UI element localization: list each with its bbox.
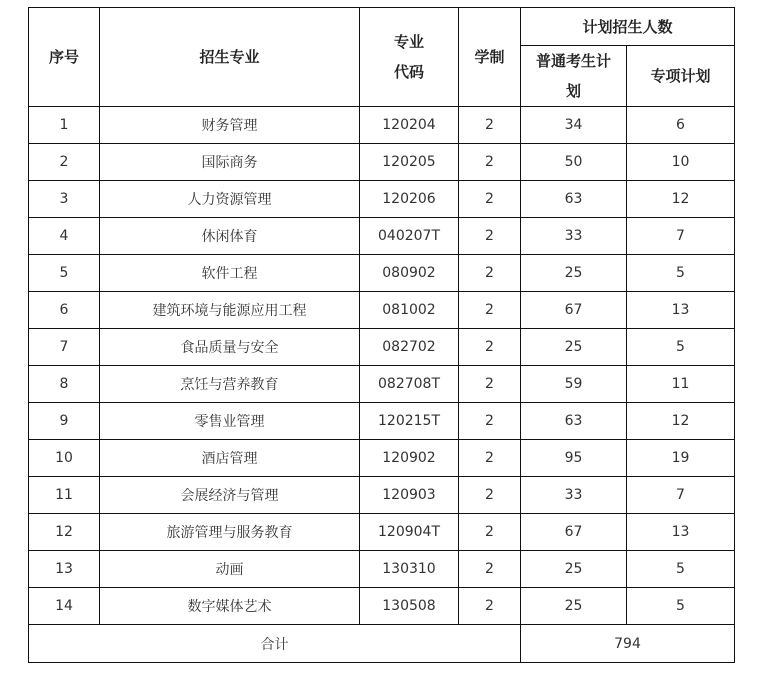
cell-special: 5	[627, 551, 735, 588]
table-row	[29, 292, 735, 329]
header-special: 专项计划	[627, 46, 735, 107]
cell-special: 13	[627, 292, 735, 329]
cell-regular: 25	[521, 255, 627, 292]
cell-seq: 6	[29, 292, 100, 329]
cell-regular: 33	[521, 218, 627, 255]
header-row-top	[29, 8, 735, 46]
cell-major: 食品质量与安全	[100, 329, 360, 366]
header-code-line1: 专业	[393, 33, 424, 51]
cell-regular: 63	[521, 403, 627, 440]
table-row	[29, 588, 735, 625]
cell-duration: 2	[459, 329, 521, 366]
cell-seq: 10	[29, 440, 100, 477]
table-row	[29, 107, 735, 144]
cell-special: 5	[627, 329, 735, 366]
cell-special: 7	[627, 218, 735, 255]
cell-regular: 25	[521, 588, 627, 625]
cell-duration: 2	[459, 107, 521, 144]
enrollment-plan-table	[28, 7, 735, 663]
total-value: 794	[521, 625, 735, 663]
cell-seq: 14	[29, 588, 100, 625]
cell-seq: 8	[29, 366, 100, 403]
table-row	[29, 218, 735, 255]
table-row	[29, 366, 735, 403]
header-code	[360, 8, 459, 107]
cell-regular: 95	[521, 440, 627, 477]
cell-seq: 12	[29, 514, 100, 551]
cell-code: 082702	[360, 329, 459, 366]
cell-major: 建筑环境与能源应用工程	[100, 292, 360, 329]
cell-seq: 1	[29, 107, 100, 144]
cell-seq: 2	[29, 144, 100, 181]
table-row	[29, 329, 735, 366]
table-row	[29, 144, 735, 181]
cell-code: 120902	[360, 440, 459, 477]
cell-seq: 3	[29, 181, 100, 218]
cell-code: 120206	[360, 181, 459, 218]
cell-duration: 2	[459, 551, 521, 588]
cell-major: 数字媒体艺术	[100, 588, 360, 625]
cell-duration: 2	[459, 588, 521, 625]
cell-code: 081002	[360, 292, 459, 329]
header-regular	[521, 46, 627, 107]
cell-duration: 2	[459, 514, 521, 551]
cell-regular: 34	[521, 107, 627, 144]
cell-major: 会展经济与管理	[100, 477, 360, 514]
table-row	[29, 514, 735, 551]
cell-special: 13	[627, 514, 735, 551]
cell-major: 旅游管理与服务教育	[100, 514, 360, 551]
cell-regular: 59	[521, 366, 627, 403]
cell-code: 120903	[360, 477, 459, 514]
cell-major: 休闲体育	[100, 218, 360, 255]
cell-duration: 2	[459, 477, 521, 514]
cell-special: 12	[627, 403, 735, 440]
cell-special: 5	[627, 588, 735, 625]
header-regular-line1: 普通考生计	[535, 52, 611, 70]
cell-regular: 63	[521, 181, 627, 218]
cell-regular: 67	[521, 292, 627, 329]
cell-special: 10	[627, 144, 735, 181]
cell-duration: 2	[459, 181, 521, 218]
cell-regular: 50	[521, 144, 627, 181]
cell-regular: 67	[521, 514, 627, 551]
cell-code: 130310	[360, 551, 459, 588]
cell-code: 120215T	[360, 403, 459, 440]
cell-major: 酒店管理	[100, 440, 360, 477]
header-duration: 学制	[459, 8, 521, 107]
cell-duration: 2	[459, 255, 521, 292]
cell-major: 动画	[100, 551, 360, 588]
cell-major: 财务管理	[100, 107, 360, 144]
cell-seq: 13	[29, 551, 100, 588]
table-body	[29, 107, 735, 663]
cell-major: 零售业管理	[100, 403, 360, 440]
cell-major: 国际商务	[100, 144, 360, 181]
cell-special: 5	[627, 255, 735, 292]
cell-code: 130508	[360, 588, 459, 625]
cell-special: 12	[627, 181, 735, 218]
cell-code: 082708T	[360, 366, 459, 403]
table-row	[29, 181, 735, 218]
cell-regular: 33	[521, 477, 627, 514]
cell-special: 6	[627, 107, 735, 144]
cell-code: 080902	[360, 255, 459, 292]
cell-code: 120904T	[360, 514, 459, 551]
header-seq: 序号	[29, 8, 100, 107]
cell-duration: 2	[459, 403, 521, 440]
cell-special: 11	[627, 366, 735, 403]
table-row	[29, 551, 735, 588]
cell-duration: 2	[459, 440, 521, 477]
cell-duration: 2	[459, 218, 521, 255]
total-row	[29, 625, 735, 663]
cell-seq: 11	[29, 477, 100, 514]
cell-special: 7	[627, 477, 735, 514]
cell-regular: 25	[521, 551, 627, 588]
table-row	[29, 440, 735, 477]
cell-seq: 5	[29, 255, 100, 292]
header-major: 招生专业	[100, 8, 360, 107]
cell-major: 人力资源管理	[100, 181, 360, 218]
header-plan-group: 计划招生人数	[521, 8, 735, 46]
total-label: 合计	[29, 625, 521, 663]
cell-special: 19	[627, 440, 735, 477]
cell-major: 烹饪与营养教育	[100, 366, 360, 403]
cell-major: 软件工程	[100, 255, 360, 292]
cell-duration: 2	[459, 292, 521, 329]
table-row	[29, 403, 735, 440]
header-code-line2: 代码	[393, 63, 424, 81]
cell-seq: 4	[29, 218, 100, 255]
cell-code: 120205	[360, 144, 459, 181]
cell-regular: 25	[521, 329, 627, 366]
cell-code: 120204	[360, 107, 459, 144]
cell-duration: 2	[459, 366, 521, 403]
cell-code: 040207T	[360, 218, 459, 255]
table-row	[29, 477, 735, 514]
header-regular-line2: 划	[565, 82, 581, 100]
cell-duration: 2	[459, 144, 521, 181]
cell-seq: 9	[29, 403, 100, 440]
table-row	[29, 255, 735, 292]
cell-seq: 7	[29, 329, 100, 366]
